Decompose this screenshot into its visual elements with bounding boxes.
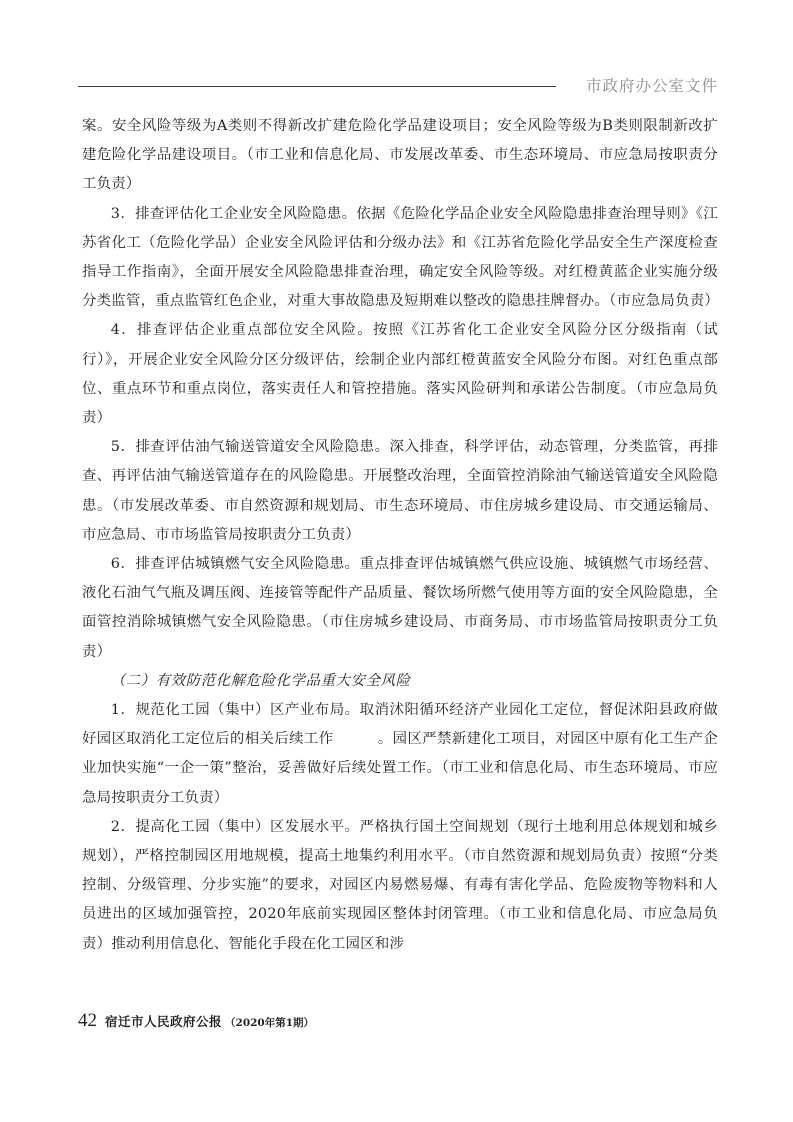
paragraph-continuation: 案。安全风险等级为A类则不得新改扩建危险化学品建设项目；安全风险等级为B类则限制新改扩建危险化学品建设项目。（市工业和信息化局、市发展改革委、市生态环境局、市应急局按职责分工负责） — [82, 118, 718, 193]
document-body — [82, 112, 718, 959]
issue-label: （2020年第1期） — [225, 1017, 315, 1029]
paragraph-item-1: 1．规范化工园（集中）区产业布局。取消沭阳循环经济产业园化工定位，督促沭阳县政府做好园区取消化工定位后的相关后续工作 。园区严禁新建化工项目，对园区中原有化工生产企业加快实施“一企一策”整治，妥善做好后续处置工作。（市工业和信息化局、市生态环境局、市应急局按职责分工负责） — [82, 702, 718, 806]
page-footer — [78, 1010, 314, 1034]
paragraph-item-5: 5．排查评估油气输送管道安全风险隐患。深入排查，科学评估，动态管理，分类监管，再排查、再评估油气输送管道存在的风险隐患。开展整改治理，全面管控消除油气输送管道安全风险隐患。（市发展改革委、市自然资源和规划局、市生态环境局、市住房城乡建设局、市交通运输局、市应急局、市市场监管局按职责分工负责） — [82, 439, 718, 543]
header-title: 市政府办公室文件 — [585, 77, 718, 95]
section-heading: （二）有效防范化解危险化学品重大安全风险 — [110, 672, 411, 689]
page-number: 42 — [78, 1010, 97, 1031]
running-header — [78, 74, 718, 98]
paragraph-item-3: 3．排查评估化工企业安全风险隐患。依据《危险化学品企业安全风险隐患排查治理导则》《江苏省化工（危险化学品）企业安全风险评估和分级办法》和《江苏省危险化学品安全生产深度检查指导工作指南》，全面开展安全风险隐患排查治理，确定安全风险等级。对红橙黄蓝企业实施分级分类监管，重点监管红色企业，对重大事故隐患及短期难以整改的隐患挂牌督办。（市应急局负责） — [82, 205, 719, 310]
journal-title: 宿迁市人民政府公报 — [105, 1014, 223, 1029]
paragraph-item-4: 4．排查评估企业重点部位安全风险。按照《江苏省化工企业安全风险分区分级指南（试行）》，开展企业安全风险分区分级评估，绘制企业内部红橙黄蓝安全风险分布图。对红色重点部位、重点环节和重点岗位，落实责任人和管控措施。落实风险研判和承诺公告制度。（市应急局负责） — [82, 322, 718, 427]
header-rule — [78, 86, 556, 87]
paragraph-item-6: 6．排查评估城镇燃气安全风险隐患。重点排查评估城镇燃气供应设施、城镇燃气市场经营、液化石油气气瓶及调压阀、连接管等配件产品质量、餐饮场所燃气使用等方面的安全风险隐患，全面管控消除城镇燃气安全风险隐患。（市住房城乡建设局、市商务局、市市场监管局按职责分工负责） — [82, 556, 718, 660]
paragraph-item-2: 2．提高化工园（集中）区发展水平。严格执行国土空间规划（现行土地利用总体规划和城乡规划），严格控制园区用地规模，提高土地集约利用水平。（市自然资源和规划局负责）按照“分类控制、分级管理、分步实施”的要求，对园区内易燃易爆、有毒有害化学品、危险废物等物料和人员进出的区域加强管控，2020年底前实现园区整体封闭管理。（市工业和信息化局、市应急局负责）推动利用信息化、智能化手段在化工园区和涉 — [82, 818, 718, 952]
